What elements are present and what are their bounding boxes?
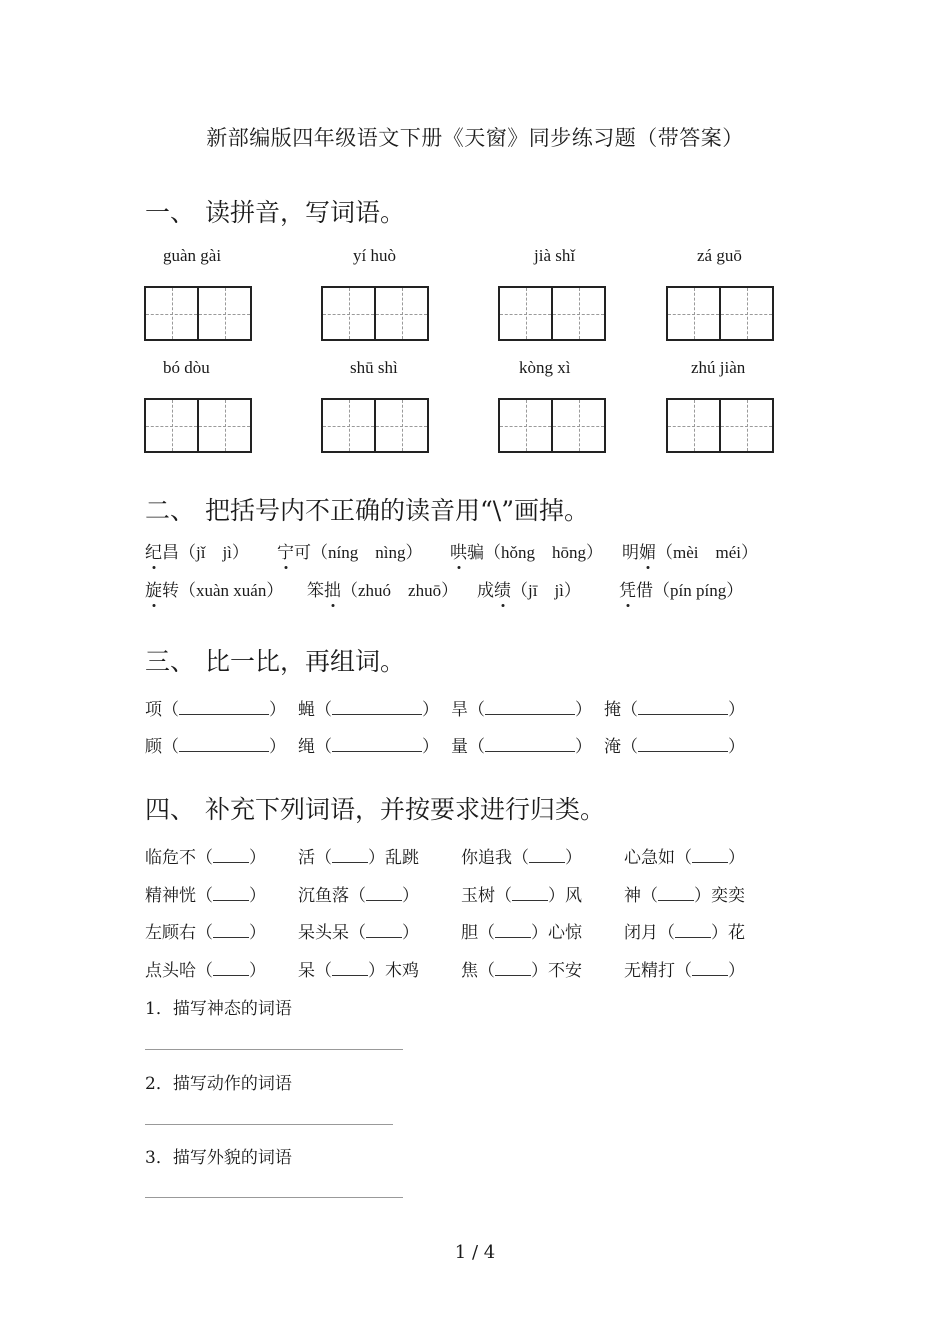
idiom-item [145,956,266,981]
q2-char: 转 [162,581,179,601]
idiom-text: 玉树（ [461,886,512,906]
writing-grid-8[interactable] [666,398,774,453]
q3-char: 蝇 [298,700,315,720]
q3-item [604,695,745,720]
idiom-blank[interactable] [675,922,711,938]
answer-blank[interactable] [332,699,422,715]
idiom-item [624,918,745,943]
q2-char: 明 [622,543,639,563]
idiom-text: 你追我（ [461,848,529,868]
q2-options[interactable]: （jī jì） [511,581,581,600]
close-paren: ） [269,737,286,757]
close-paren: ） [728,737,745,757]
q2-options[interactable]: （xuàn xuán） [179,581,284,600]
idiom-blank[interactable] [332,847,368,863]
q2-char: 宁 [277,543,294,563]
q2-item-7 [477,576,581,601]
idiom-text: ）乱跳 [368,848,419,868]
idiom-text: ）不安 [531,961,582,981]
q2-char: 骗 [467,543,484,563]
answer-line-3[interactable] [145,1197,403,1198]
open-paren: （ [621,737,638,757]
q2-options[interactable]: （níng nìng） [311,543,423,562]
q2-item-1 [145,538,249,563]
pinyin-4: zá guō [697,246,742,265]
q2-char: 可 [294,543,311,563]
idiom-blank[interactable] [366,885,402,901]
writing-grid-3[interactable] [498,286,606,341]
idiom-blank[interactable] [213,885,249,901]
idiom-text: ） [402,886,419,906]
idiom-text: ） [249,923,266,943]
pinyin-8: zhú jiàn [691,358,746,377]
idiom-text: 胆（ [461,923,495,943]
idiom-text: 临危不（ [145,848,213,868]
page-number: 1 / 4 [454,1242,496,1263]
idiom-text: ） [728,848,745,868]
idiom-text: 焦（ [461,961,495,981]
q2-options[interactable]: （hǒng hōng） [484,543,603,562]
idiom-item [298,843,419,868]
idiom-blank[interactable] [692,847,728,863]
pinyin-3: jià shǐ [534,246,576,265]
category-label-2: 2．描写动作的词语 [145,1074,292,1094]
answer-blank[interactable] [179,699,269,715]
section-4-heading [145,790,605,826]
idiom-item [461,843,582,868]
answer-blank[interactable] [485,699,575,715]
idiom-text: 心急如（ [624,848,692,868]
q3-item [604,732,745,757]
q2-options[interactable]: （pín píng） [653,581,744,600]
open-paren: （ [162,737,179,757]
idiom-text: 神（ [624,886,658,906]
idiom-text: 沉鱼落（ [298,886,366,906]
idiom-text: ） [249,886,266,906]
idiom-text: ）奕奕 [694,886,745,906]
answer-blank[interactable] [332,736,422,752]
q2-char: 成 [477,581,494,601]
q3-char: 掩 [604,700,621,720]
q3-item [451,695,592,720]
section-2-heading [145,491,589,527]
idiom-text: 活（ [298,848,332,868]
open-paren: （ [468,737,485,757]
answer-blank[interactable] [485,736,575,752]
page-title: 新部编版四年级语文下册《天窗》同步练习题（带答案） [206,126,744,150]
q2-item-2 [277,538,422,563]
q3-item [451,732,592,757]
q2-item-5 [145,576,283,601]
close-paren: ） [422,700,439,720]
writing-grid-4[interactable] [666,286,774,341]
section-4-number: 四、 [145,795,196,824]
idiom-text: 呆头呆（ [298,923,366,943]
idiom-item [145,843,266,868]
idiom-item [298,956,419,981]
q3-char: 顾 [145,737,162,757]
q2-options[interactable]: （jǐ jì） [179,543,249,562]
idiom-text: 无精打（ [624,961,692,981]
q2-item-3 [450,538,603,563]
close-paren: ） [728,700,745,720]
answer-blank[interactable] [638,736,728,752]
close-paren: ） [575,737,592,757]
idiom-blank[interactable] [213,960,249,976]
q3-item [145,732,286,757]
idiom-blank[interactable] [512,885,548,901]
q3-item [298,695,439,720]
section-4-text: 补充下列词语，并按要求进行归类。 [205,795,606,824]
idiom-blank[interactable] [366,922,402,938]
writing-grid-5[interactable] [144,398,252,453]
pinyin-6: shū shì [350,358,398,377]
idiom-text: ）花 [711,923,745,943]
section-3-text: 比一比，再组词。 [205,647,406,676]
q2-item-8 [619,576,743,601]
idiom-text: ）心惊 [531,923,582,943]
writing-grid-7[interactable] [498,398,606,453]
q2-char: 绩 [494,581,511,601]
q3-char: 量 [451,737,468,757]
idiom-text: 精神恍（ [145,886,213,906]
idiom-text: ）木鸡 [368,961,419,981]
q2-char: 借 [636,581,653,601]
q3-item [145,695,286,720]
writing-grid-6[interactable] [321,398,429,453]
pinyin-1: guàn gài [163,246,222,265]
q3-char: 项 [145,700,162,720]
idiom-blank[interactable] [658,885,694,901]
q3-char: 旱 [451,700,468,720]
section-3-number: 三、 [145,647,196,676]
close-paren: ） [575,700,592,720]
idiom-text: 闭月（ [624,923,675,943]
answer-blank[interactable] [638,699,728,715]
idiom-text: ） [249,848,266,868]
open-paren: （ [468,700,485,720]
answer-line-2[interactable] [145,1124,393,1125]
section-3-heading [145,642,405,678]
close-paren: ） [422,737,439,757]
q2-char: 凭 [619,581,636,601]
idiom-blank[interactable] [692,960,728,976]
q2-char: 笨 [307,581,324,601]
idiom-item [145,881,266,906]
q2-char: 媚 [639,543,656,563]
q2-char: 纪 [145,543,162,563]
section-1-heading [145,193,405,229]
q2-options[interactable]: （zhuó zhuō） [341,581,459,600]
open-paren: （ [315,700,332,720]
idiom-blank[interactable] [495,922,531,938]
section-1-number: 一、 [145,198,196,227]
idiom-blank[interactable] [213,922,249,938]
writing-grid-1[interactable] [144,286,252,341]
close-paren: ） [269,700,286,720]
idiom-item [298,918,419,943]
q2-char: 拙 [324,581,341,601]
idiom-blank[interactable] [529,847,565,863]
q2-char: 旋 [145,581,162,601]
q2-char: 昌 [162,543,179,563]
open-paren: （ [162,700,179,720]
idiom-text: ） [728,961,745,981]
q2-item-6 [307,576,458,601]
writing-grid-2[interactable] [321,286,429,341]
idiom-text: 左顾右（ [145,923,213,943]
idiom-text: ）风 [548,886,582,906]
answer-blank[interactable] [179,736,269,752]
q3-item [298,732,439,757]
q2-options[interactable]: （mèi méi） [656,543,758,562]
idiom-blank[interactable] [495,960,531,976]
idiom-item [461,918,582,943]
answer-line-1[interactable] [145,1049,403,1050]
idiom-item [461,881,582,906]
idiom-text: 点头哈（ [145,961,213,981]
idiom-item [461,956,582,981]
category-label-3: 3．描写外貌的词语 [145,1148,292,1168]
idiom-blank[interactable] [332,960,368,976]
idiom-item [145,918,266,943]
open-paren: （ [621,700,638,720]
pinyin-2: yí huò [353,246,396,265]
section-2-text: 把括号内不正确的读音用“\”画掉。 [205,496,589,525]
idiom-item [624,956,745,981]
idiom-text: ） [402,923,419,943]
q3-char: 绳 [298,737,315,757]
section-2-number: 二、 [145,496,196,525]
open-paren: （ [315,737,332,757]
idiom-text: ） [565,848,582,868]
q3-char: 淹 [604,737,621,757]
idiom-item [298,881,419,906]
idiom-item [624,843,745,868]
idiom-blank[interactable] [213,847,249,863]
idiom-item [624,881,745,906]
pinyin-5: bó dòu [163,358,210,377]
category-label-1: 1．描写神态的词语 [145,999,292,1019]
section-1-text: 读拼音，写词语。 [205,198,406,227]
idiom-text: ） [249,961,266,981]
q2-char: 哄 [450,543,467,563]
q2-item-4 [622,538,758,563]
pinyin-7: kòng xì [519,358,571,377]
idiom-text: 呆（ [298,961,332,981]
